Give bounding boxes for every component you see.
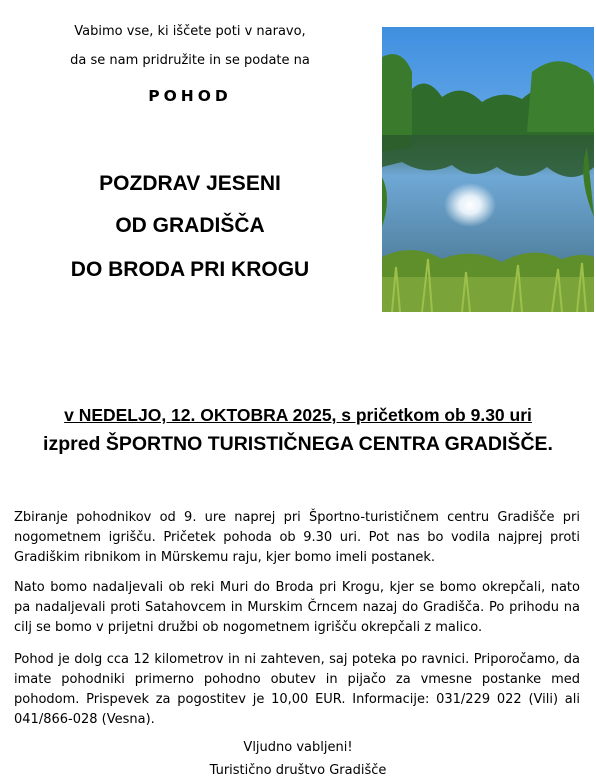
paragraph-gathering: Zbiranje pohodnikov od 9. ure naprej pri Športno-turističnem centru Gradišče pri nogometnem igrišču. Pričetek pohoda ob 9.30 uri. Pot nas bo vodila najprej proti Gradiškim ribnikom in Mürskemu raju, kjer bomo imeli postanek. bbox=[14, 510, 580, 565]
paragraph-route: Nato bomo nadaljevali ob reki Muri do Broda pri Krogu, kjer se bomo okrepčali, nato pa nadaljevali proti Satahovcem in Murskim Črncem nazaj do Gradišča. Po prihodu na cilj se bomo v prijetni družbi ob nogometnem igrišču okrepčali z malico. bbox=[14, 580, 580, 635]
closing-greeting: Vljudno vabljeni! bbox=[243, 740, 353, 755]
title-line-2: OD GRADIŠČA bbox=[115, 214, 265, 237]
intro-line-2: da se nam pridružite in se podate na bbox=[70, 53, 310, 68]
intro-line-1: Vabimo vse, ki iščete poti v naravo, bbox=[74, 24, 306, 39]
title-line-3: DO BRODA PRI KROGU bbox=[70, 258, 310, 281]
pohod-heading: POHOD bbox=[148, 87, 232, 105]
paragraph-info: Pohod je dolg cca 12 kilometrov in ni zahteven, saj poteka po ravnici. Priporočamo, da imate pohodniki primerno pohodno obutev in pijačo za vmesne postanke med pohodom. Prispevek za pogostitev je 10,00 EUR. Informacije: 031/229 022 (Vili) ali 041/866-028 (Vesna). bbox=[14, 652, 580, 727]
signature: Turistično društvo Gradišče bbox=[209, 763, 387, 778]
lake-photo bbox=[382, 27, 594, 312]
event-place-line: izpred ŠPORTNO TURISTIČNEGA CENTRA GRADIŠČE. bbox=[43, 433, 553, 455]
event-date-line: v NEDELJO, 12. OKTOBRA 2025, s pričetkom ob 9.30 uri bbox=[64, 405, 532, 425]
title-line-1: POZDRAV JESENI bbox=[99, 172, 281, 195]
